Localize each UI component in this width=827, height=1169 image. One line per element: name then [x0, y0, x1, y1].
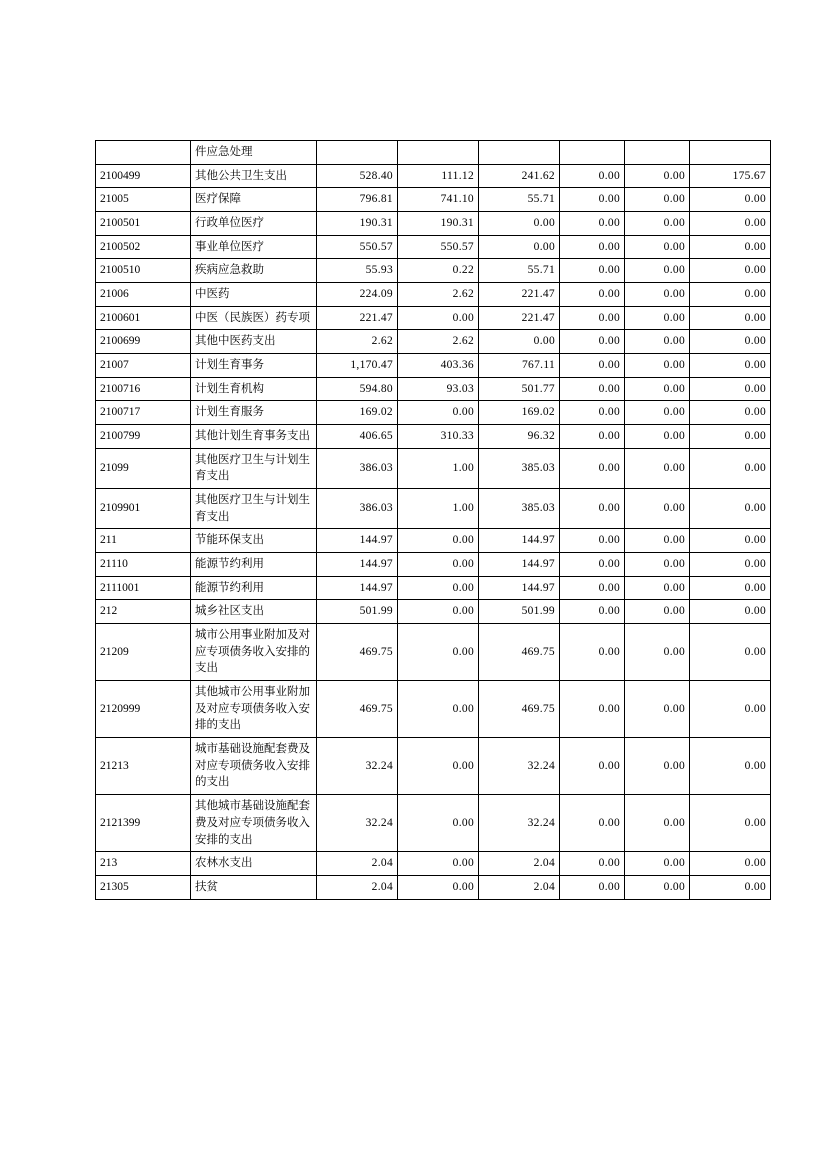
cell-value-v1: 406.65 [317, 425, 398, 449]
cell-value-v4: 0.00 [560, 875, 625, 899]
cell-value-v6: 0.00 [690, 330, 771, 354]
cell-value-v6: 0.00 [690, 306, 771, 330]
table-row [96, 235, 771, 259]
cell-value-v4: 0.00 [560, 354, 625, 378]
cell-value-v4: 0.00 [560, 401, 625, 425]
cell-value-v6: 0.00 [690, 681, 771, 738]
cell-value-v3: 501.99 [479, 600, 560, 624]
cell-item-name: 能源节约利用 [191, 576, 317, 600]
cell-value-v2: 2.62 [398, 283, 479, 307]
table-row [96, 425, 771, 449]
cell-value-v3: 55.71 [479, 259, 560, 283]
cell-value-v3: 385.03 [479, 489, 560, 529]
cell-code: 2109901 [96, 489, 191, 529]
cell-value-v3: 385.03 [479, 448, 560, 488]
cell-value-v1: 528.40 [317, 164, 398, 188]
cell-item-name: 其他城市公用事业附加及对应专项债务收入安排的支出 [191, 681, 317, 738]
cell-value-v2: 1.00 [398, 448, 479, 488]
cell-item-name: 农林水支出 [191, 852, 317, 876]
cell-value-v3: 0.00 [479, 330, 560, 354]
cell-code: 21005 [96, 188, 191, 212]
table-row [96, 306, 771, 330]
table-row [96, 448, 771, 488]
cell-value-v5: 0.00 [625, 875, 690, 899]
cell-value-v5: 0.00 [625, 852, 690, 876]
cell-code: 2100699 [96, 330, 191, 354]
cell-value-v6: 0.00 [690, 738, 771, 795]
cell-value-v5: 0.00 [625, 306, 690, 330]
cell-value-v4: 0.00 [560, 600, 625, 624]
cell-value-v2: 0.00 [398, 852, 479, 876]
cell-item-name: 节能环保支出 [191, 529, 317, 553]
cell-value-v6: 0.00 [690, 235, 771, 259]
cell-value-v2: 1.00 [398, 489, 479, 529]
cell-item-name: 其他城市基础设施配套费及对应专项债务收入安排的支出 [191, 795, 317, 852]
cell-item-name: 计划生育事务 [191, 354, 317, 378]
cell-value-v3: 221.47 [479, 306, 560, 330]
cell-value-v3: 221.47 [479, 283, 560, 307]
cell-value-v5: 0.00 [625, 681, 690, 738]
cell-value-v6: 0.00 [690, 188, 771, 212]
cell-value-v5: 0.00 [625, 576, 690, 600]
cell-item-name: 能源节约利用 [191, 553, 317, 577]
cell-value-v5: 0.00 [625, 624, 690, 681]
cell-value-v1: 32.24 [317, 795, 398, 852]
cell-item-name: 其他公共卫生支出 [191, 164, 317, 188]
cell-value-v4: 0.00 [560, 259, 625, 283]
cell-value-v1: 386.03 [317, 489, 398, 529]
table-row [96, 164, 771, 188]
cell-value-v4: 0.00 [560, 624, 625, 681]
table-row [96, 576, 771, 600]
cell-value-v2: 0.00 [398, 576, 479, 600]
cell-value-v2: 0.00 [398, 624, 479, 681]
table-row [96, 600, 771, 624]
table-row [96, 259, 771, 283]
cell-value-v2: 0.00 [398, 401, 479, 425]
cell-value-v4: 0.00 [560, 188, 625, 212]
cell-item-name: 其他医疗卫生与计划生育支出 [191, 448, 317, 488]
cell-value-v6: 0.00 [690, 624, 771, 681]
cell-code: 21209 [96, 624, 191, 681]
cell-value-v3: 32.24 [479, 738, 560, 795]
cell-value-v2: 0.00 [398, 553, 479, 577]
cell-value-v5: 0.00 [625, 377, 690, 401]
table-row [96, 529, 771, 553]
cell-value-v5: 0.00 [625, 354, 690, 378]
cell-value-v3: 469.75 [479, 624, 560, 681]
cell-value-v6: 0.00 [690, 489, 771, 529]
cell-value-v1: 594.80 [317, 377, 398, 401]
cell-value-v3: 144.97 [479, 553, 560, 577]
cell-value-v5: 0.00 [625, 795, 690, 852]
cell-code: 2120999 [96, 681, 191, 738]
cell-item-name: 事业单位医疗 [191, 235, 317, 259]
cell-value-v4: 0.00 [560, 425, 625, 449]
cell-value-v3: 144.97 [479, 529, 560, 553]
cell-value-v5: 0.00 [625, 164, 690, 188]
table-row [96, 489, 771, 529]
cell-value-v1: 469.75 [317, 624, 398, 681]
cell-item-name: 计划生育机构 [191, 377, 317, 401]
cell-value-v4 [560, 141, 625, 165]
table-row [96, 283, 771, 307]
cell-value-v4: 0.00 [560, 738, 625, 795]
cell-code: 211 [96, 529, 191, 553]
cell-value-v5: 0.00 [625, 330, 690, 354]
cell-value-v2: 0.22 [398, 259, 479, 283]
cell-value-v6: 0.00 [690, 576, 771, 600]
cell-value-v3: 469.75 [479, 681, 560, 738]
table-row [96, 738, 771, 795]
cell-code: 212 [96, 600, 191, 624]
table-row [96, 212, 771, 236]
cell-value-v2: 403.36 [398, 354, 479, 378]
cell-value-v3: 2.04 [479, 875, 560, 899]
cell-value-v2: 741.10 [398, 188, 479, 212]
cell-value-v6: 0.00 [690, 600, 771, 624]
table-row [96, 624, 771, 681]
cell-value-v5: 0.00 [625, 401, 690, 425]
cell-value-v6: 0.00 [690, 401, 771, 425]
table-row [96, 852, 771, 876]
cell-item-name: 中医（民族医）药专项 [191, 306, 317, 330]
cell-value-v6: 0.00 [690, 875, 771, 899]
cell-code: 2100601 [96, 306, 191, 330]
cell-value-v2: 93.03 [398, 377, 479, 401]
cell-value-v6: 0.00 [690, 795, 771, 852]
cell-value-v1: 224.09 [317, 283, 398, 307]
cell-item-name: 城市基础设施配套费及对应专项债务收入安排的支出 [191, 738, 317, 795]
cell-value-v5: 0.00 [625, 283, 690, 307]
cell-value-v3: 169.02 [479, 401, 560, 425]
cell-item-name: 城乡社区支出 [191, 600, 317, 624]
table-row [96, 354, 771, 378]
cell-value-v1: 32.24 [317, 738, 398, 795]
cell-value-v4: 0.00 [560, 283, 625, 307]
cell-value-v4: 0.00 [560, 489, 625, 529]
cell-value-v4: 0.00 [560, 681, 625, 738]
cell-value-v1: 2.04 [317, 852, 398, 876]
cell-code: 2111001 [96, 576, 191, 600]
cell-value-v2: 2.62 [398, 330, 479, 354]
cell-value-v4: 0.00 [560, 576, 625, 600]
cell-code: 2100502 [96, 235, 191, 259]
cell-value-v5: 0.00 [625, 489, 690, 529]
cell-code [96, 141, 191, 165]
cell-item-name: 中医药 [191, 283, 317, 307]
table-row [96, 795, 771, 852]
table-row [96, 553, 771, 577]
cell-value-v5: 0.00 [625, 553, 690, 577]
cell-value-v4: 0.00 [560, 212, 625, 236]
table-body [96, 141, 771, 900]
cell-value-v5 [625, 141, 690, 165]
cell-value-v2: 0.00 [398, 529, 479, 553]
cell-value-v2: 0.00 [398, 306, 479, 330]
cell-item-name: 其他医疗卫生与计划生育支出 [191, 489, 317, 529]
cell-code: 2100799 [96, 425, 191, 449]
cell-value-v4: 0.00 [560, 795, 625, 852]
cell-value-v4: 0.00 [560, 448, 625, 488]
cell-value-v2: 111.12 [398, 164, 479, 188]
cell-value-v5: 0.00 [625, 600, 690, 624]
cell-value-v5: 0.00 [625, 235, 690, 259]
cell-value-v2: 0.00 [398, 875, 479, 899]
cell-value-v1: 144.97 [317, 576, 398, 600]
cell-value-v1: 169.02 [317, 401, 398, 425]
cell-value-v4: 0.00 [560, 235, 625, 259]
table-row [96, 141, 771, 165]
cell-value-v6: 0.00 [690, 425, 771, 449]
cell-value-v1: 501.99 [317, 600, 398, 624]
cell-code: 2121399 [96, 795, 191, 852]
cell-value-v2: 310.33 [398, 425, 479, 449]
cell-value-v6 [690, 141, 771, 165]
cell-value-v4: 0.00 [560, 164, 625, 188]
cell-value-v1: 2.62 [317, 330, 398, 354]
cell-value-v5: 0.00 [625, 529, 690, 553]
table-row [96, 401, 771, 425]
table-row [96, 377, 771, 401]
cell-value-v5: 0.00 [625, 212, 690, 236]
cell-code: 213 [96, 852, 191, 876]
cell-value-v1: 144.97 [317, 529, 398, 553]
cell-code: 21305 [96, 875, 191, 899]
cell-item-name: 其他计划生育事务支出 [191, 425, 317, 449]
cell-value-v3: 0.00 [479, 235, 560, 259]
cell-value-v1: 144.97 [317, 553, 398, 577]
cell-value-v3: 0.00 [479, 212, 560, 236]
cell-value-v4: 0.00 [560, 852, 625, 876]
cell-value-v1: 55.93 [317, 259, 398, 283]
cell-value-v3: 2.04 [479, 852, 560, 876]
cell-value-v2: 0.00 [398, 795, 479, 852]
cell-value-v1: 796.81 [317, 188, 398, 212]
cell-value-v1 [317, 141, 398, 165]
cell-value-v6: 0.00 [690, 259, 771, 283]
cell-item-name: 扶贫 [191, 875, 317, 899]
cell-item-name: 其他中医药支出 [191, 330, 317, 354]
cell-value-v3 [479, 141, 560, 165]
table-row [96, 681, 771, 738]
cell-item-name: 计划生育服务 [191, 401, 317, 425]
cell-value-v3: 767.11 [479, 354, 560, 378]
cell-code: 21213 [96, 738, 191, 795]
cell-value-v4: 0.00 [560, 529, 625, 553]
cell-value-v3: 501.77 [479, 377, 560, 401]
cell-value-v1: 190.31 [317, 212, 398, 236]
cell-item-name: 疾病应急救助 [191, 259, 317, 283]
cell-value-v6: 175.67 [690, 164, 771, 188]
cell-value-v1: 2.04 [317, 875, 398, 899]
cell-code: 21099 [96, 448, 191, 488]
cell-value-v3: 241.62 [479, 164, 560, 188]
cell-value-v5: 0.00 [625, 188, 690, 212]
cell-code: 21006 [96, 283, 191, 307]
cell-value-v3: 55.71 [479, 188, 560, 212]
cell-item-name: 行政单位医疗 [191, 212, 317, 236]
cell-value-v2: 190.31 [398, 212, 479, 236]
cell-item-name: 城市公用事业附加及对应专项债务收入安排的支出 [191, 624, 317, 681]
cell-value-v5: 0.00 [625, 448, 690, 488]
cell-value-v4: 0.00 [560, 377, 625, 401]
cell-value-v6: 0.00 [690, 283, 771, 307]
cell-item-name: 医疗保障 [191, 188, 317, 212]
cell-value-v1: 1,170.47 [317, 354, 398, 378]
cell-value-v2: 0.00 [398, 738, 479, 795]
cell-value-v4: 0.00 [560, 330, 625, 354]
cell-value-v6: 0.00 [690, 529, 771, 553]
cell-value-v1: 386.03 [317, 448, 398, 488]
cell-value-v6: 0.00 [690, 377, 771, 401]
cell-value-v2: 0.00 [398, 681, 479, 738]
cell-value-v6: 0.00 [690, 212, 771, 236]
cell-item-name: 件应急处理 [191, 141, 317, 165]
cell-code: 2100501 [96, 212, 191, 236]
table-row [96, 875, 771, 899]
cell-code: 21110 [96, 553, 191, 577]
cell-code: 2100717 [96, 401, 191, 425]
cell-value-v2: 0.00 [398, 600, 479, 624]
budget-expenditure-table [95, 140, 771, 900]
cell-code: 2100510 [96, 259, 191, 283]
table-row [96, 330, 771, 354]
cell-value-v6: 0.00 [690, 852, 771, 876]
cell-value-v1: 221.47 [317, 306, 398, 330]
cell-value-v5: 0.00 [625, 259, 690, 283]
cell-value-v3: 144.97 [479, 576, 560, 600]
cell-value-v4: 0.00 [560, 553, 625, 577]
cell-value-v5: 0.00 [625, 738, 690, 795]
cell-value-v2 [398, 141, 479, 165]
cell-value-v6: 0.00 [690, 354, 771, 378]
cell-value-v4: 0.00 [560, 306, 625, 330]
cell-code: 21007 [96, 354, 191, 378]
cell-value-v1: 469.75 [317, 681, 398, 738]
cell-value-v6: 0.00 [690, 448, 771, 488]
table-row [96, 188, 771, 212]
cell-code: 2100499 [96, 164, 191, 188]
cell-value-v1: 550.57 [317, 235, 398, 259]
cell-code: 2100716 [96, 377, 191, 401]
cell-value-v2: 550.57 [398, 235, 479, 259]
cell-value-v3: 32.24 [479, 795, 560, 852]
cell-value-v5: 0.00 [625, 425, 690, 449]
cell-value-v3: 96.32 [479, 425, 560, 449]
cell-value-v6: 0.00 [690, 553, 771, 577]
